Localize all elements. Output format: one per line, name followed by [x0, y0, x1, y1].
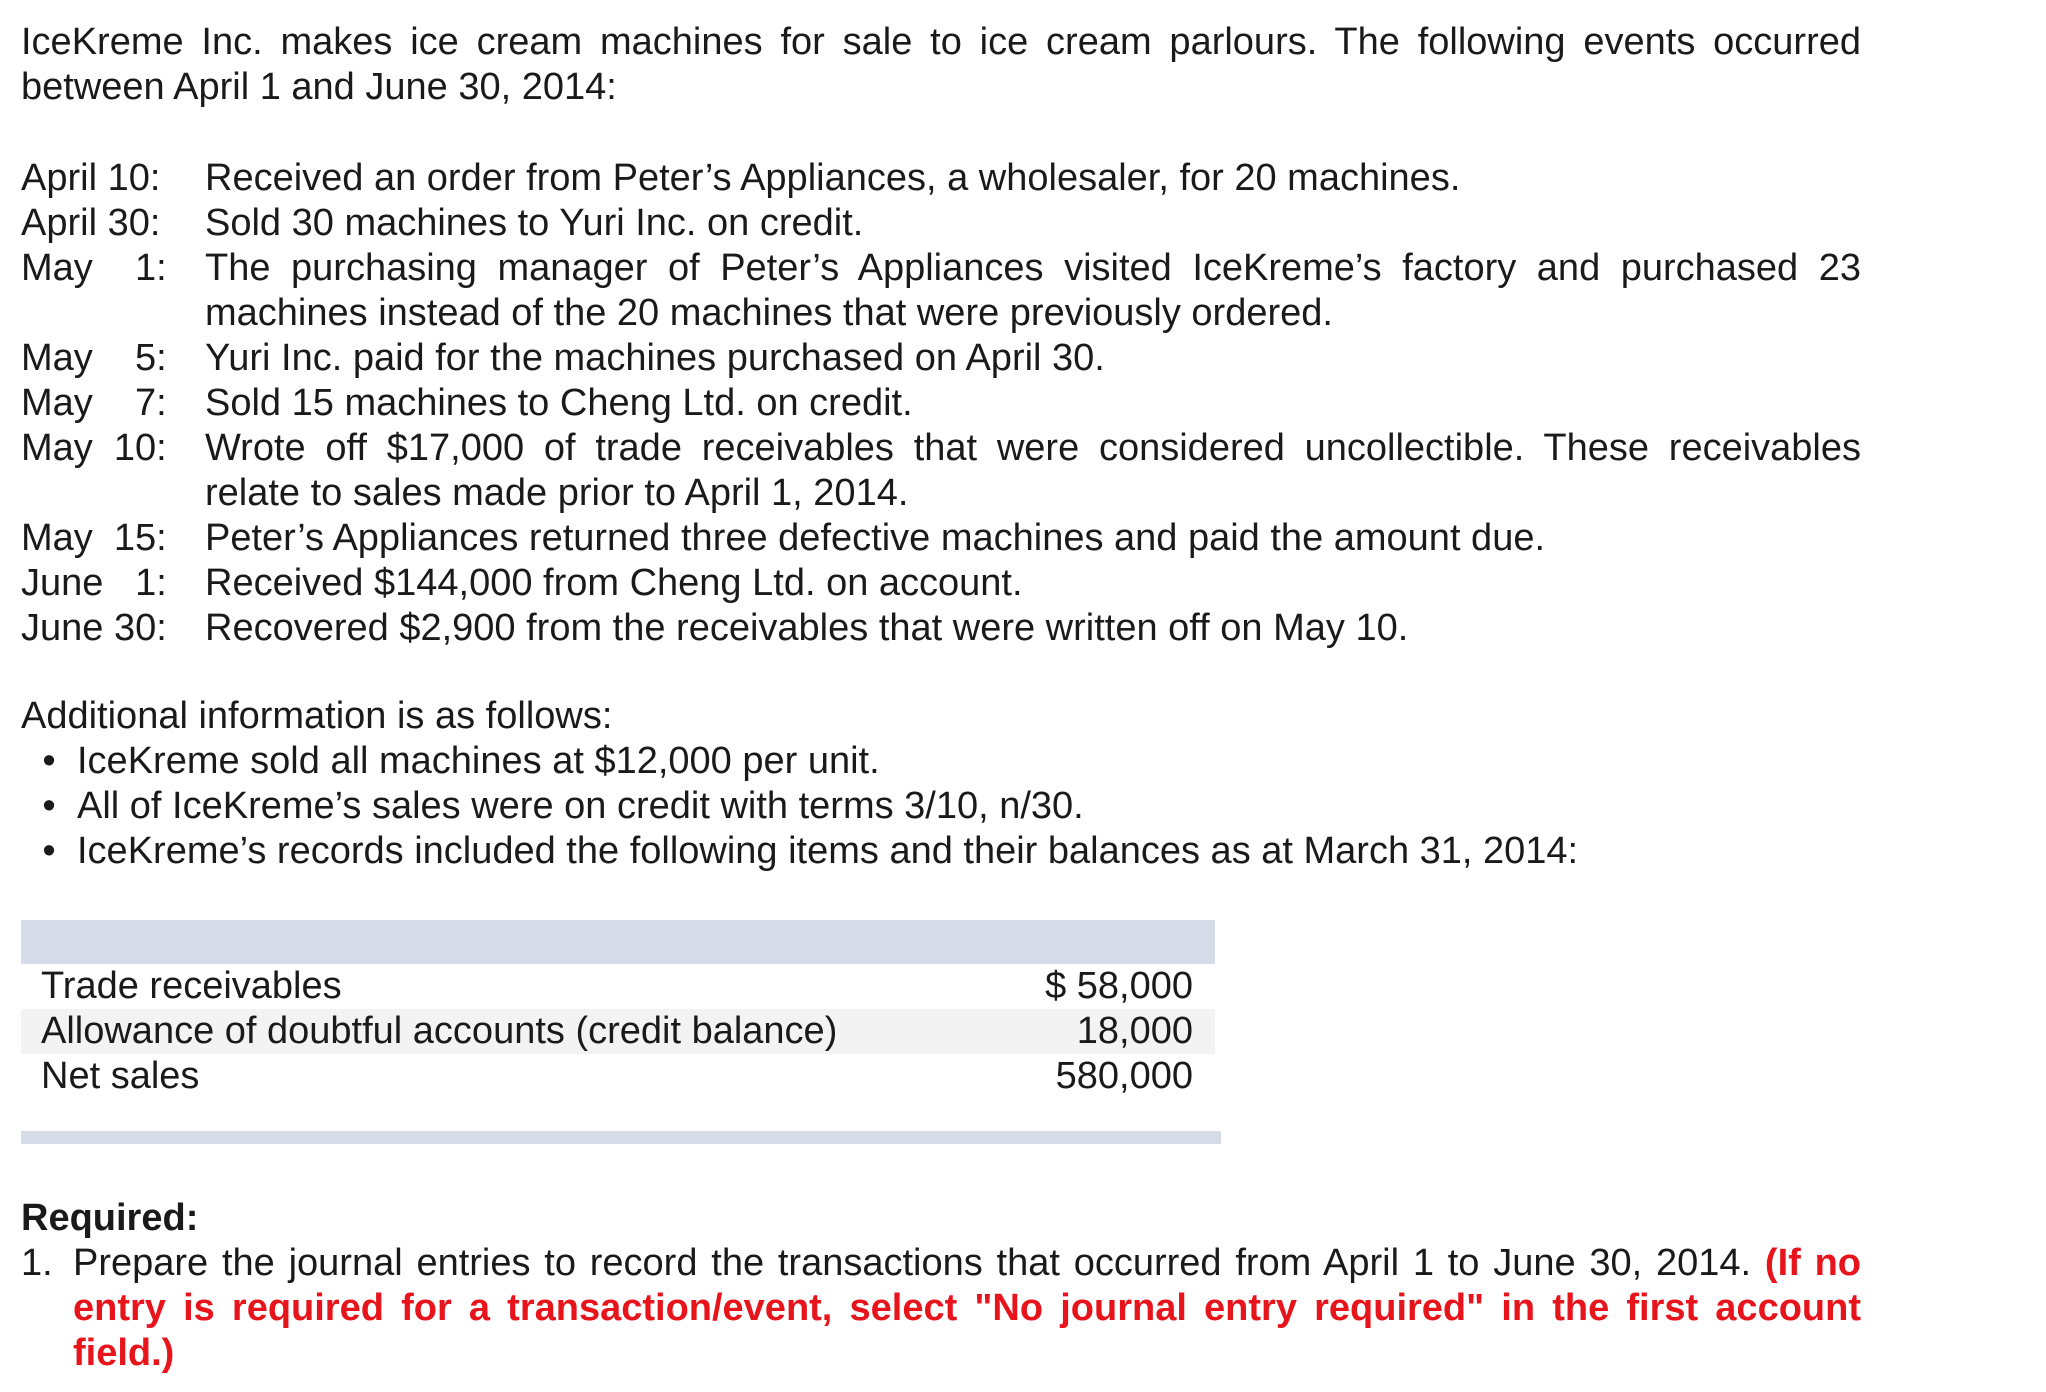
additional-info-heading: Additional information is as follows: [21, 695, 613, 737]
row-label: Trade receivables [41, 965, 342, 1007]
list-item [21, 829, 1578, 874]
event-text: Yuri Inc. paid for the machines purchased on April 30. [205, 337, 1105, 379]
row-label: Net sales [41, 1055, 200, 1097]
table-row [21, 1054, 1215, 1099]
event-date: May 10: [21, 427, 167, 469]
event-item [21, 201, 1861, 246]
required-note: (If no entry is required for a transaction/event, select "No journal entry required" in the first account field.) [73, 1242, 1861, 1374]
required-item [21, 1241, 1861, 1376]
event-text: Received $144,000 from Cheng Ltd. on account. [205, 562, 1023, 604]
row-value: $ 58,000 [1045, 965, 1193, 1007]
table-row [21, 964, 1215, 1009]
event-list [21, 156, 1861, 651]
event-text: Peter’s Appliances returned three defective machines and paid the amount due. [205, 517, 1546, 559]
event-text: The purchasing manager of Peter’s Appliances visited IceKreme’s factory and purchased 23 machines instead of the 20 machines that were previously ordered. [205, 247, 1861, 334]
required-number: 1. [21, 1242, 53, 1284]
event-text: Wrote off $17,000 of trade receivables that were considered uncollectible. These receivables relate to sales made prior to April 1, 2014. [205, 427, 1861, 514]
event-date: April 10: [21, 157, 161, 199]
required-section [21, 1196, 1861, 1376]
event-date: May 1: [21, 247, 167, 289]
bullet-icon: • [42, 740, 56, 782]
event-text: Received an order from Peter’s Appliances, a wholesaler, for 20 machines. [205, 157, 1461, 199]
event-date: June 30: [21, 607, 167, 649]
event-date: May 7: [21, 382, 167, 424]
table-header [21, 920, 1215, 964]
bullet-icon: • [42, 785, 56, 827]
list-item [21, 784, 1578, 829]
required-heading: Required: [21, 1197, 199, 1239]
row-value: 580,000 [1055, 1055, 1193, 1097]
event-item [21, 246, 1861, 336]
bullet-text: All of IceKreme’s sales were on credit with terms 3/10, n/30. [77, 785, 1084, 827]
list-item [21, 739, 1578, 784]
event-item [21, 561, 1861, 606]
event-item [21, 606, 1861, 651]
bullet-text: IceKreme’s records included the following items and their balances as at March 31, 2014: [77, 830, 1579, 872]
table-footer [21, 1131, 1221, 1144]
event-text: Recovered $2,900 from the receivables that were written off on May 10. [205, 607, 1409, 649]
row-label: Allowance of doubtful accounts (credit balance) [41, 1010, 838, 1052]
event-item [21, 426, 1861, 516]
row-value: 18,000 [1076, 1010, 1193, 1052]
event-item [21, 336, 1861, 381]
table-row [21, 1009, 1215, 1054]
required-text-block [73, 1241, 1861, 1376]
bullet-text: IceKreme sold all machines at $12,000 per unit. [77, 740, 880, 782]
event-text: Sold 15 machines to Cheng Ltd. on credit. [205, 382, 913, 424]
event-text: Sold 30 machines to Yuri Inc. on credit. [205, 202, 864, 244]
event-date: June 1: [21, 562, 167, 604]
event-item [21, 516, 1861, 561]
required-text: Prepare the journal entries to record the transactions that occurred from April 1 to June 30, 2014. [73, 1242, 1752, 1284]
additional-info-list [21, 739, 1578, 874]
balances-table [21, 920, 1215, 1144]
event-date: May 15: [21, 517, 167, 559]
event-item [21, 156, 1861, 201]
bullet-icon: • [42, 830, 56, 872]
intro-paragraph: IceKreme Inc. makes ice cream machines for sale to ice cream parlours. The following events occurred between April 1 and June 30, 2014: [21, 21, 1861, 108]
event-item [21, 381, 1861, 426]
event-date: May 5: [21, 337, 167, 379]
event-date: April 30: [21, 202, 161, 244]
